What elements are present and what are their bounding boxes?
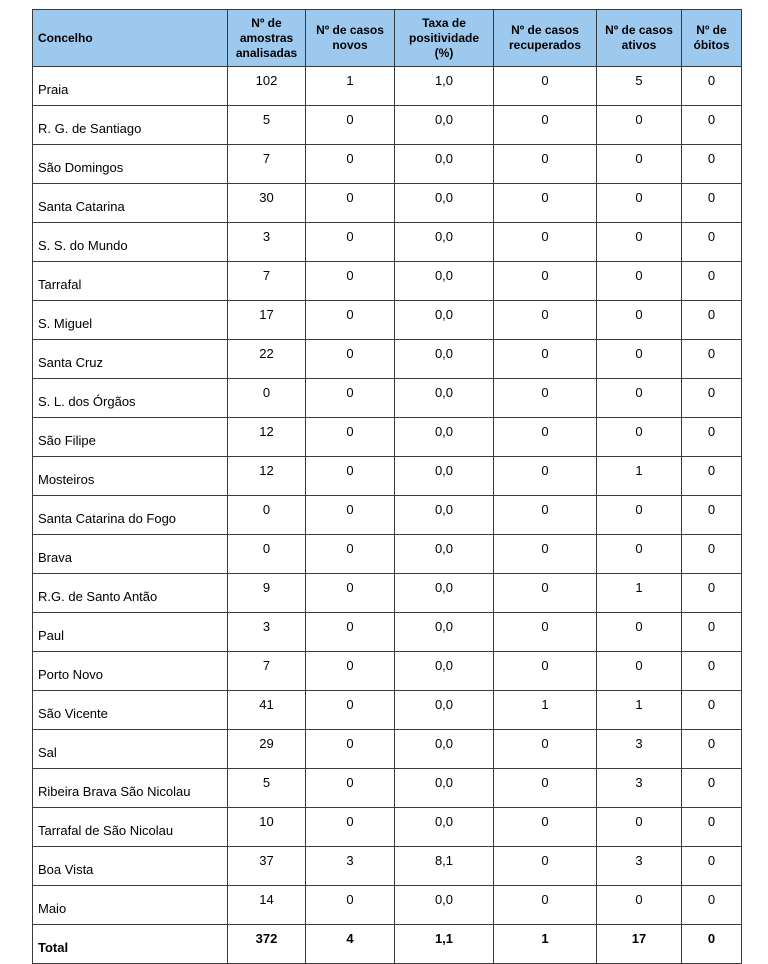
- ativos-cell: 0: [597, 886, 682, 925]
- obitos-cell: 0: [682, 379, 742, 418]
- casos-novos-cell: 0: [306, 730, 395, 769]
- taxa-cell: 0,0: [395, 613, 494, 652]
- table-row: [33, 574, 742, 613]
- casos-novos-cell: 0: [306, 886, 395, 925]
- table-row: [33, 379, 742, 418]
- concelho-cell: Praia: [33, 67, 228, 106]
- table-row: [33, 496, 742, 535]
- table-row: [33, 301, 742, 340]
- ativos-cell: 0: [597, 535, 682, 574]
- amostras-cell: 5: [228, 769, 306, 808]
- table-row: [33, 808, 742, 847]
- obitos-cell: 0: [682, 574, 742, 613]
- amostras-cell: 3: [228, 223, 306, 262]
- casos-novos-cell: 0: [306, 808, 395, 847]
- concelho-cell: S. L. dos Órgãos: [33, 379, 228, 418]
- obitos-cell: 0: [682, 106, 742, 145]
- concelho-cell: São Filipe: [33, 418, 228, 457]
- recuperados-cell: 0: [494, 223, 597, 262]
- table-row: [33, 886, 742, 925]
- table-row: [33, 262, 742, 301]
- ativos-cell: 0: [597, 184, 682, 223]
- ativos-cell: 1: [597, 574, 682, 613]
- casos-novos-cell: 0: [306, 652, 395, 691]
- amostras-cell: 102: [228, 67, 306, 106]
- taxa-cell: 0,0: [395, 340, 494, 379]
- concelho-cell: R.G. de Santo Antão: [33, 574, 228, 613]
- obitos-cell: 0: [682, 847, 742, 886]
- recuperados-cell: 0: [494, 145, 597, 184]
- header-line: Nº de: [696, 23, 727, 37]
- recuperados-cell: 0: [494, 886, 597, 925]
- table-row: [33, 67, 742, 106]
- casos-novos-cell: 0: [306, 496, 395, 535]
- recuperados-cell: 0: [494, 730, 597, 769]
- obitos-cell: 0: [682, 535, 742, 574]
- obitos-cell: 0: [682, 340, 742, 379]
- recuperados-cell: 0: [494, 808, 597, 847]
- taxa-cell: 1,0: [395, 67, 494, 106]
- casos-novos-cell: 0: [306, 769, 395, 808]
- table-row: [33, 847, 742, 886]
- recuperados-cell: 0: [494, 496, 597, 535]
- obitos-cell: 0: [682, 67, 742, 106]
- header-obitos: [682, 10, 742, 67]
- obitos-cell: 0: [682, 301, 742, 340]
- table-row: [33, 730, 742, 769]
- casos-novos-cell: 0: [306, 340, 395, 379]
- header-line: recuperados: [508, 38, 582, 52]
- table-row: [33, 106, 742, 145]
- header-amostras: [228, 10, 306, 67]
- casos-novos-cell: 0: [306, 379, 395, 418]
- concelho-cell: R. G. de Santiago: [33, 106, 228, 145]
- ativos-cell: 0: [597, 262, 682, 301]
- concelho-cell: Tarrafal: [33, 262, 228, 301]
- amostras-cell: 5: [228, 106, 306, 145]
- taxa-cell: 0,0: [395, 379, 494, 418]
- obitos-cell: 0: [682, 808, 742, 847]
- ativos-cell: 0: [597, 496, 682, 535]
- header-recuperados: [494, 10, 597, 67]
- ativos-cell: 0: [597, 652, 682, 691]
- taxa-cell: 0,0: [395, 574, 494, 613]
- table-row: [33, 652, 742, 691]
- obitos-cell: 0: [682, 886, 742, 925]
- ativos-cell: 0: [597, 613, 682, 652]
- amostras-cell: 12: [228, 418, 306, 457]
- ativos-cell: 0: [597, 379, 682, 418]
- amostras-cell: 7: [228, 145, 306, 184]
- casos-novos-cell: 0: [306, 457, 395, 496]
- concelho-cell: Brava: [33, 535, 228, 574]
- table-body: [33, 67, 742, 964]
- recuperados-cell: 0: [494, 184, 597, 223]
- concelho-cell: São Vicente: [33, 691, 228, 730]
- casos-novos-cell: 0: [306, 535, 395, 574]
- taxa-cell: 0,0: [395, 262, 494, 301]
- obitos-cell: 0: [682, 496, 742, 535]
- casos-novos-cell: 0: [306, 418, 395, 457]
- amostras-cell: 9: [228, 574, 306, 613]
- concelho-cell: Maio: [33, 886, 228, 925]
- recuperados-cell: 0: [494, 457, 597, 496]
- recuperados-cell: 0: [494, 301, 597, 340]
- concelho-cell: Santa Catarina do Fogo: [33, 496, 228, 535]
- taxa-cell: 0,0: [395, 418, 494, 457]
- concelho-cell: Mosteiros: [33, 457, 228, 496]
- covid-cases-table: [32, 9, 742, 964]
- obitos-cell: 0: [682, 730, 742, 769]
- obitos-cell: 0: [682, 145, 742, 184]
- recuperados-cell: 0: [494, 535, 597, 574]
- header-concelho: Concelho: [33, 10, 228, 67]
- obitos-cell: 0: [682, 184, 742, 223]
- table-row: [33, 691, 742, 730]
- amostras-cell: 12: [228, 457, 306, 496]
- amostras-cell: 37: [228, 847, 306, 886]
- taxa-cell: 0,0: [395, 457, 494, 496]
- taxa-cell: 0,0: [395, 496, 494, 535]
- casos-novos-cell: 0: [306, 184, 395, 223]
- amostras-cell: 10: [228, 808, 306, 847]
- amostras-cell: 17: [228, 301, 306, 340]
- amostras-cell: 0: [228, 535, 306, 574]
- header-line: Nº de casos: [316, 23, 384, 37]
- taxa-cell: 0,0: [395, 145, 494, 184]
- taxa-cell: 8,1: [395, 847, 494, 886]
- concelho-cell: Santa Cruz: [33, 340, 228, 379]
- concelho-cell: Tarrafal de São Nicolau: [33, 808, 228, 847]
- header-line: (%): [434, 45, 454, 60]
- header-casos-novos: [306, 10, 395, 67]
- header-line: Nº de: [251, 15, 282, 30]
- ativos-cell: 3: [597, 769, 682, 808]
- taxa-cell: 0,0: [395, 808, 494, 847]
- table-row: [33, 184, 742, 223]
- taxa-cell: 0,0: [395, 691, 494, 730]
- recuperados-cell: 0: [494, 652, 597, 691]
- recuperados-cell: 0: [494, 769, 597, 808]
- concelho-cell: Boa Vista: [33, 847, 228, 886]
- table-row: [33, 613, 742, 652]
- casos-novos-cell: 0: [306, 613, 395, 652]
- obitos-cell: 0: [682, 652, 742, 691]
- casos-novos-cell: 0: [306, 145, 395, 184]
- amostras-cell: 22: [228, 340, 306, 379]
- header-line: novos: [332, 38, 368, 52]
- amostras-cell: 3: [228, 613, 306, 652]
- taxa-cell: 0,0: [395, 106, 494, 145]
- header-line: Nº de casos: [511, 23, 579, 37]
- taxa-cell: 0,0: [395, 769, 494, 808]
- recuperados-cell: 0: [494, 340, 597, 379]
- ativos-cell: 5: [597, 67, 682, 106]
- obitos-cell: 0: [682, 613, 742, 652]
- recuperados-cell: 0: [494, 418, 597, 457]
- casos-novos-cell: 0: [306, 301, 395, 340]
- casos-novos-cell: 0: [306, 106, 395, 145]
- header-line: Nº de casos: [605, 23, 673, 37]
- obitos-cell: 0: [682, 223, 742, 262]
- taxa-cell: 0,0: [395, 535, 494, 574]
- amostras-cell: 0: [228, 496, 306, 535]
- table-row: [33, 457, 742, 496]
- concelho-cell: Santa Catarina: [33, 184, 228, 223]
- table-row: [33, 535, 742, 574]
- table-row: [33, 145, 742, 184]
- concelho-cell: Porto Novo: [33, 652, 228, 691]
- obitos-cell: 0: [682, 925, 742, 964]
- concelho-cell: S. Miguel: [33, 301, 228, 340]
- header-line: óbitos: [693, 38, 730, 52]
- recuperados-cell: 0: [494, 262, 597, 301]
- amostras-cell: 29: [228, 730, 306, 769]
- casos-novos-cell: 0: [306, 691, 395, 730]
- obitos-cell: 0: [682, 262, 742, 301]
- table-row: [33, 418, 742, 457]
- recuperados-cell: 0: [494, 574, 597, 613]
- total-row: [33, 925, 742, 964]
- recuperados-cell: 0: [494, 67, 597, 106]
- recuperados-cell: 1: [494, 691, 597, 730]
- header-line: ativos: [621, 38, 657, 52]
- casos-novos-cell: 0: [306, 574, 395, 613]
- casos-novos-cell: 0: [306, 262, 395, 301]
- taxa-cell: 0,0: [395, 730, 494, 769]
- taxa-cell: 0,0: [395, 301, 494, 340]
- recuperados-cell: 0: [494, 106, 597, 145]
- taxa-cell: 0,0: [395, 652, 494, 691]
- header-line: amostras: [239, 30, 294, 45]
- obitos-cell: 0: [682, 418, 742, 457]
- ativos-cell: 0: [597, 418, 682, 457]
- concelho-cell: Paul: [33, 613, 228, 652]
- concelho-cell: Sal: [33, 730, 228, 769]
- header-ativos: [597, 10, 682, 67]
- header-line: analisadas: [235, 45, 298, 60]
- header-row: [33, 10, 742, 67]
- table-row: [33, 340, 742, 379]
- concelho-cell: S. S. do Mundo: [33, 223, 228, 262]
- ativos-cell: 0: [597, 340, 682, 379]
- header-taxa-positividade: [395, 10, 494, 67]
- ativos-cell: 3: [597, 847, 682, 886]
- recuperados-cell: 1: [494, 925, 597, 964]
- ativos-cell: 17: [597, 925, 682, 964]
- ativos-cell: 0: [597, 145, 682, 184]
- concelho-cell: São Domingos: [33, 145, 228, 184]
- ativos-cell: 3: [597, 730, 682, 769]
- obitos-cell: 0: [682, 457, 742, 496]
- recuperados-cell: 0: [494, 379, 597, 418]
- recuperados-cell: 0: [494, 847, 597, 886]
- ativos-cell: 1: [597, 457, 682, 496]
- amostras-cell: 41: [228, 691, 306, 730]
- recuperados-cell: 0: [494, 613, 597, 652]
- concelho-cell: Total: [33, 925, 228, 964]
- casos-novos-cell: 0: [306, 223, 395, 262]
- casos-novos-cell: 1: [306, 67, 395, 106]
- ativos-cell: 0: [597, 223, 682, 262]
- obitos-cell: 0: [682, 691, 742, 730]
- ativos-cell: 0: [597, 106, 682, 145]
- amostras-cell: 7: [228, 652, 306, 691]
- ativos-cell: 0: [597, 808, 682, 847]
- casos-novos-cell: 4: [306, 925, 395, 964]
- amostras-cell: 14: [228, 886, 306, 925]
- table-row: [33, 769, 742, 808]
- casos-novos-cell: 3: [306, 847, 395, 886]
- amostras-cell: 0: [228, 379, 306, 418]
- taxa-cell: 0,0: [395, 223, 494, 262]
- amostras-cell: 372: [228, 925, 306, 964]
- concelho-cell: Ribeira Brava São Nicolau: [33, 769, 228, 808]
- taxa-cell: 0,0: [395, 886, 494, 925]
- header-line: Taxa de: [422, 15, 466, 30]
- taxa-cell: 1,1: [395, 925, 494, 964]
- obitos-cell: 0: [682, 769, 742, 808]
- amostras-cell: 30: [228, 184, 306, 223]
- taxa-cell: 0,0: [395, 184, 494, 223]
- amostras-cell: 7: [228, 262, 306, 301]
- ativos-cell: 0: [597, 301, 682, 340]
- ativos-cell: 1: [597, 691, 682, 730]
- header-line: positividade: [408, 30, 479, 45]
- table-row: [33, 223, 742, 262]
